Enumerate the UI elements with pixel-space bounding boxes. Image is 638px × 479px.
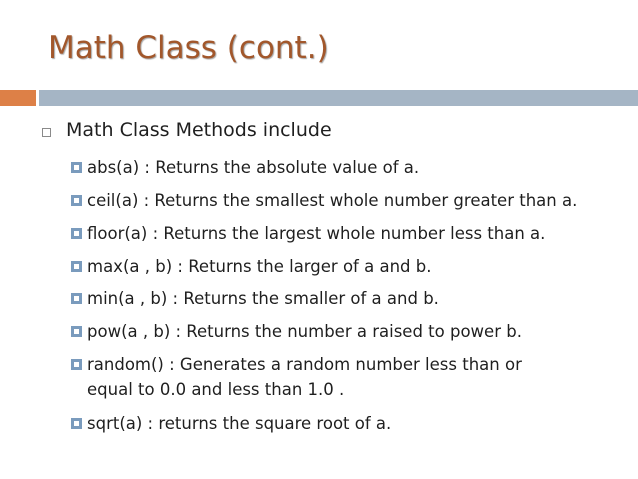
square-bullet-icon xyxy=(71,162,82,173)
list-item-text: max(a , b) : Returns the larger of a and b. xyxy=(87,257,432,276)
square-bullet-icon xyxy=(71,195,82,206)
slide-title: Math Class (cont.) xyxy=(48,30,329,66)
square-bullet-icon xyxy=(71,359,82,370)
list-item-text: sqrt(a) : returns the square root of a. xyxy=(87,414,392,433)
square-bullet-icon xyxy=(71,228,82,239)
title-rule-blue xyxy=(39,90,638,106)
list-item-text: pow(a , b) : Returns the number a raised to power b. xyxy=(87,322,522,341)
title-rule-orange xyxy=(0,90,36,106)
square-bullet-icon xyxy=(71,326,82,337)
list-item-text: floor(a) : Returns the largest whole number less than a. xyxy=(87,224,546,243)
list-item-text: min(a , b) : Returns the smaller of a and b. xyxy=(87,289,439,308)
list-item-text-continued: equal to 0.0 and less than 1.0 . xyxy=(87,380,345,399)
list-item-text: abs(a) : Returns the absolute value of a. xyxy=(87,158,420,177)
list-item-text: random() : Generates a random number less than or xyxy=(87,355,522,374)
square-bullet-icon xyxy=(71,261,82,272)
hollow-square-bullet-icon xyxy=(42,128,51,137)
list-item-text: ceil(a) : Returns the smallest whole number greater than a. xyxy=(87,191,578,210)
square-bullet-icon xyxy=(71,418,82,429)
square-bullet-icon xyxy=(71,293,82,304)
heading-text: Math Class Methods include xyxy=(66,119,332,141)
